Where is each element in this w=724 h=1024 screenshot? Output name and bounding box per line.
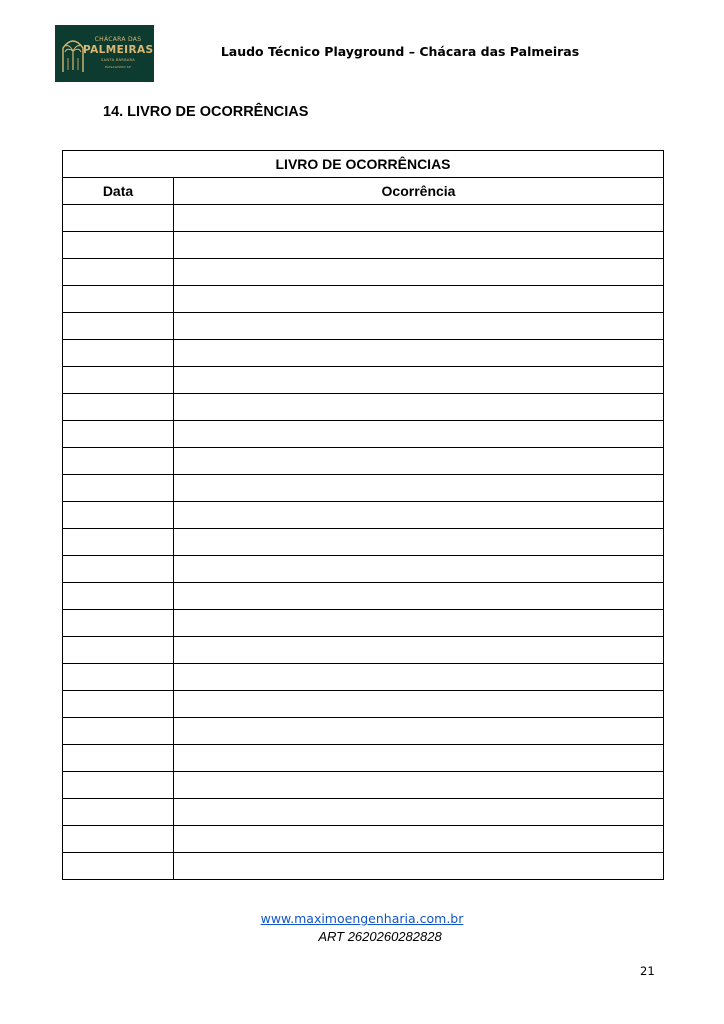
table-row [63,259,664,286]
table-row [63,826,664,853]
occurrence-cell[interactable] [174,502,664,529]
table-row [63,448,664,475]
document-header-title: Laudo Técnico Playground – Chácara das Palmeiras [220,44,580,59]
date-cell[interactable] [63,367,174,394]
logo-line-4: PAISAGISMO SP [105,65,131,69]
table-row [63,556,664,583]
occurrence-cell[interactable] [174,286,664,313]
table-row [63,799,664,826]
table-row [63,664,664,691]
date-cell[interactable] [63,556,174,583]
table-row [63,205,664,232]
table-title-row [63,151,664,178]
table-row [63,718,664,745]
table-body [63,205,664,880]
occurrence-cell[interactable] [174,205,664,232]
date-cell[interactable] [63,718,174,745]
date-cell[interactable] [63,529,174,556]
date-cell[interactable] [63,448,174,475]
table-header-row [63,178,664,205]
date-cell[interactable] [63,664,174,691]
date-cell[interactable] [63,394,174,421]
table-row [63,529,664,556]
section-heading: 14. LIVRO DE OCORRÊNCIAS [103,104,309,120]
occurrence-cell[interactable] [174,232,664,259]
date-cell[interactable] [63,799,174,826]
table-row [63,475,664,502]
date-cell[interactable] [63,205,174,232]
date-cell[interactable] [63,502,174,529]
occurrence-log-table [62,150,664,880]
table-row [63,691,664,718]
date-cell[interactable] [63,637,174,664]
date-cell[interactable] [63,259,174,286]
date-cell[interactable] [63,745,174,772]
table-row [63,853,664,880]
company-logo [55,25,154,82]
logo-line-1: CHÁCARA DAS [94,36,142,43]
table-row [63,421,664,448]
occurrence-cell[interactable] [174,340,664,367]
column-header-data: Data [63,178,174,205]
page-number: 21 [640,964,655,978]
occurrence-cell[interactable] [174,799,664,826]
table-row [63,340,664,367]
table-row [63,583,664,610]
occurrence-cell[interactable] [174,664,664,691]
occurrence-cell[interactable] [174,529,664,556]
palm-arch-icon [61,34,85,74]
occurrence-cell[interactable] [174,475,664,502]
date-cell[interactable] [63,772,174,799]
column-header-ocorrencia: Ocorrência [174,178,664,205]
date-cell[interactable] [63,232,174,259]
table-row [63,502,664,529]
website-link[interactable]: www.maximoengenharia.com.br [260,911,464,926]
date-cell[interactable] [63,340,174,367]
occurrence-cell[interactable] [174,826,664,853]
occurrence-cell[interactable] [174,772,664,799]
occurrence-cell[interactable] [174,583,664,610]
date-cell[interactable] [63,313,174,340]
occurrence-cell[interactable] [174,367,664,394]
table-row [63,394,664,421]
occurrence-cell[interactable] [174,745,664,772]
occurrence-cell[interactable] [174,610,664,637]
occurrence-cell[interactable] [174,421,664,448]
table-row [63,772,664,799]
date-cell[interactable] [63,583,174,610]
date-cell[interactable] [63,691,174,718]
occurrence-cell[interactable] [174,259,664,286]
table-row [63,286,664,313]
occurrence-cell[interactable] [174,313,664,340]
occurrence-cell[interactable] [174,853,664,880]
date-cell[interactable] [63,826,174,853]
date-cell[interactable] [63,475,174,502]
table-row [63,232,664,259]
date-cell[interactable] [63,610,174,637]
table-row [63,367,664,394]
occurrence-cell[interactable] [174,394,664,421]
art-number: ART 2620260282828 [318,929,442,944]
table-row [63,745,664,772]
occurrence-cell[interactable] [174,637,664,664]
logo-line-2: PALMEIRAS [83,44,154,56]
occurrence-cell[interactable] [174,448,664,475]
occurrence-cell[interactable] [174,718,664,745]
date-cell[interactable] [63,853,174,880]
table-row [63,637,664,664]
date-cell[interactable] [63,421,174,448]
logo-line-3: SANTA BÁRBARA [100,58,136,62]
table-row [63,610,664,637]
occurrence-cell[interactable] [174,556,664,583]
occurrence-cell[interactable] [174,691,664,718]
date-cell[interactable] [63,286,174,313]
table-title: LIVRO DE OCORRÊNCIAS [63,151,664,178]
table-row [63,313,664,340]
